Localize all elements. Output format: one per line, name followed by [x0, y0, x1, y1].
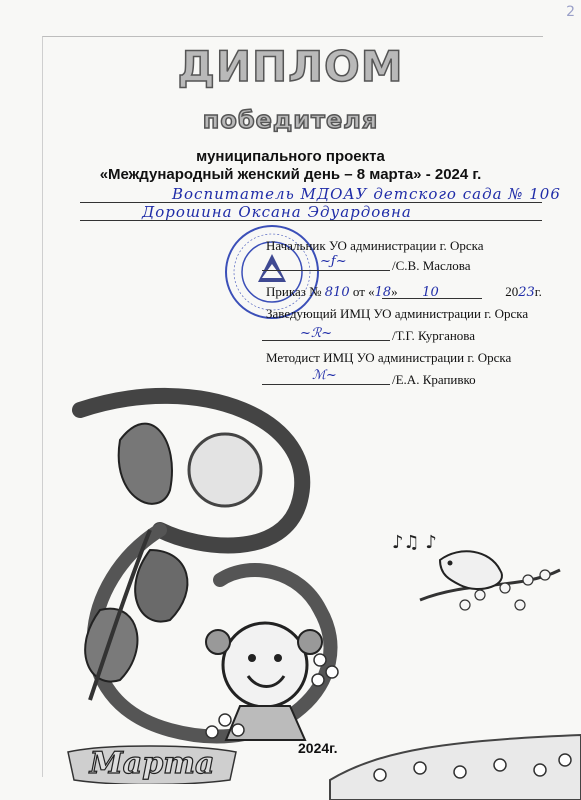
order-year-end: г.	[534, 284, 542, 299]
marta-banner	[64, 744, 240, 784]
marta-label: Марта	[89, 746, 215, 781]
tulip-bottom-icon	[85, 609, 137, 682]
girl-pigtail-right-icon	[298, 630, 322, 654]
order-month-line	[382, 298, 482, 299]
recipient-position: Воспитатель МДОАУ детского сада № 106	[172, 185, 561, 203]
girl-face-icon	[223, 623, 307, 707]
head-signature-line	[262, 270, 390, 271]
order-month: 10	[422, 285, 439, 300]
spring-illustration	[0, 380, 581, 800]
girl-pigtail-left-icon	[206, 630, 230, 654]
order-number: 810	[324, 285, 350, 300]
diploma-subtitle: победителя	[202, 106, 379, 134]
girl-eye-right-icon	[274, 654, 282, 662]
bird-icon	[440, 551, 502, 589]
order-year-suffix: 23	[518, 285, 535, 300]
head-title: Начальник УО администрации г. Орска	[266, 238, 484, 253]
tulip-middle-icon	[135, 550, 187, 622]
order-day: 18	[374, 285, 392, 300]
project-line-1: муниципального проекта	[196, 148, 385, 165]
page-number: 2	[566, 4, 575, 20]
order-close: »	[391, 284, 398, 299]
order-label: Приказ №	[266, 284, 325, 299]
music-notes-icon: ♪♫ ♪	[392, 532, 437, 553]
methodist-name: /Е.А. Крапивко	[392, 372, 476, 387]
order-from: от «	[349, 284, 375, 299]
sun-icon	[189, 434, 261, 506]
order-year-prefix: 20	[505, 284, 519, 299]
diploma-title: ДИПЛОМ	[177, 42, 404, 91]
imc-signature-scribble-icon: ~ℛ~	[300, 326, 333, 341]
imc-name: /Т.Г. Курганова	[392, 328, 476, 343]
project-line-2: «Международный женский день – 8 марта» - 2024 г.	[99, 166, 482, 183]
head-signature-scribble-icon: ~ƒ~	[320, 254, 347, 269]
year-label: 2024г.	[298, 740, 338, 756]
methodist-signature-scribble-icon: ℳ~	[312, 368, 337, 383]
methodist-title: Методист ИМЦ УО администрации г. Орска	[266, 350, 512, 365]
imc-title: Заведующий ИМЦ УО администрации г. Орска	[266, 306, 529, 321]
tulip-top-icon	[119, 424, 172, 504]
head-name: /С.В. Маслова	[392, 258, 471, 273]
girl-eye-left-icon	[248, 654, 256, 662]
recipient-name: Дорошина Оксана Эдуардовна	[142, 203, 412, 221]
